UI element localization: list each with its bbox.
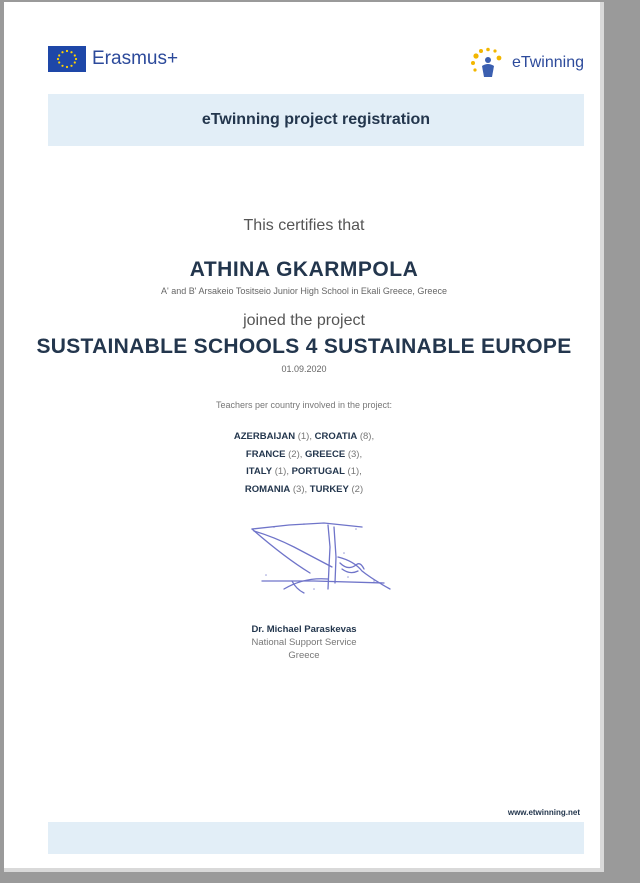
country-name: ROMANIA xyxy=(244,483,291,495)
teachers-intro: Teachers per country involved in the project: xyxy=(215,400,393,410)
person-name: ATHINA GKARMPOLA xyxy=(189,258,419,281)
footer-banner xyxy=(48,822,584,854)
signatory-country: Greece xyxy=(288,650,320,661)
signatory-role: National Support Service xyxy=(251,637,357,648)
etwinning-stars-icon xyxy=(468,46,508,80)
country-count: (1) xyxy=(274,466,287,477)
erasmus-logo xyxy=(48,44,178,74)
certificate-page xyxy=(4,2,604,872)
country-line: ROMANIA (3), TURKEY (2) xyxy=(244,483,364,495)
country-line: FRANCE (2), GREECE (3), xyxy=(245,448,363,460)
country-name: PORTUGAL xyxy=(291,466,345,477)
project-date: 01.09.2020 xyxy=(281,364,327,374)
etwinning-logo-text: eTwinning xyxy=(511,54,584,71)
signature-image xyxy=(244,517,394,602)
country-name: AZERBAIJAN xyxy=(233,431,296,442)
country-name: CROATIA xyxy=(314,431,358,442)
country-count: (3) xyxy=(292,483,305,495)
country-name: TURKEY xyxy=(309,483,349,495)
website-link[interactable]: www.etwinning.net xyxy=(507,808,580,817)
country-name: ITALY xyxy=(246,466,273,477)
country-count: (2) xyxy=(351,483,364,495)
country-name: GREECE xyxy=(305,448,346,460)
signatory-name: Dr. Michael Paraskevas xyxy=(251,624,357,635)
country-count: (2) xyxy=(288,448,300,460)
eu-flag-icon xyxy=(48,46,86,72)
etwinning-logo xyxy=(468,46,584,80)
certifies-text: This certifies that xyxy=(243,217,365,234)
country-line: ITALY (1), PORTUGAL (1), xyxy=(246,466,362,477)
school-name: A' and B' Arsakeio Tositseio Junior High School in Ekali Greece, Greece xyxy=(161,286,447,296)
country-line: AZERBAIJAN (1), CROATIA (8), xyxy=(233,431,375,442)
project-name: SUSTAINABLE SCHOOLS 4 SUSTAINABLE EUROPE xyxy=(36,335,572,358)
country-count: (8) xyxy=(359,431,372,442)
country-name: FRANCE xyxy=(245,448,286,460)
registration-banner xyxy=(48,94,584,146)
country-count: (1) xyxy=(297,431,310,442)
country-list xyxy=(4,428,604,498)
registration-title: eTwinning project registration xyxy=(201,111,431,128)
country-count: (1) xyxy=(347,466,360,477)
country-count: (3) xyxy=(347,448,360,460)
joined-text: joined the project xyxy=(243,312,365,329)
erasmus-logo-text: Erasmus+ xyxy=(92,48,179,69)
